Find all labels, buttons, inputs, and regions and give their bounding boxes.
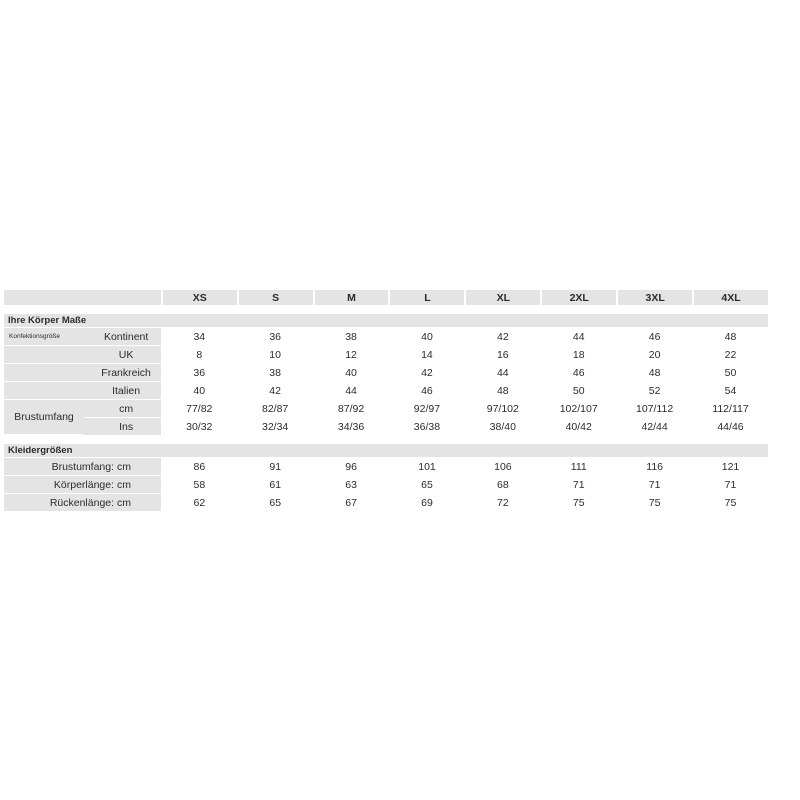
row-label: Körperlänge: cm [4,476,161,493]
table-row [4,327,768,345]
section-title-row [4,313,768,327]
table-cell: 36 [237,328,313,345]
table-cell: 61 [237,476,313,493]
table-cell: 121 [692,458,768,475]
section-title-garment-sizes: Kleidergrößen [8,445,73,456]
table-cell: 20 [616,346,692,363]
header-blank-cell [4,290,83,305]
table-cell: 92/97 [388,400,464,417]
size-header-3xl: 3XL [616,290,692,305]
table-cell: 63 [313,476,389,493]
table-cell: 38 [313,328,389,345]
table-cell: 71 [692,476,768,493]
confection-size-label: Konfektionsgröße [4,328,83,345]
table-cell: 72 [464,494,540,511]
section-title-body-measures: Ihre Körper Maße [8,315,87,326]
header-blank-cell [83,290,160,305]
table-cell: 102/107 [540,400,616,417]
table-cell: 44 [313,382,389,399]
table-cell: 65 [389,476,465,493]
table-cell: 44 [540,328,616,345]
table-cell: 75 [692,494,768,511]
table-cell: 42 [237,382,313,399]
row-label: Ins [83,418,160,435]
table-cell: 54 [692,382,768,399]
row-label: Italien [83,382,160,399]
table-cell: 38/40 [464,418,540,435]
table-row [4,493,768,511]
table-cell: 30/32 [161,418,237,435]
size-header-l: L [388,290,464,305]
table-cell: 40/42 [540,418,616,435]
table-row [4,363,768,381]
table-cell: 40 [389,328,465,345]
table-cell: 42 [464,328,540,345]
table-cell: 77/82 [161,400,237,417]
row-label: cm [83,400,160,417]
size-header-xs: XS [161,290,237,305]
table-cell: 111 [540,458,616,475]
table-cell: 40 [161,382,237,399]
row-label: UK [83,346,160,363]
table-cell: 107/112 [616,400,692,417]
table-cell: 42 [388,364,464,381]
table-cell: 82/87 [237,400,313,417]
table-cell: 18 [540,346,616,363]
table-row [4,475,768,493]
table-cell: 8 [161,346,237,363]
table-cell: 75 [540,494,616,511]
table-cell: 46 [616,328,692,345]
blank-cell [4,382,83,399]
table-cell: 32/34 [237,418,313,435]
table-cell: 71 [540,476,616,493]
table-cell: 71 [616,476,692,493]
table-cell: 46 [540,364,616,381]
row-label: Brustumfang: cm [4,458,161,475]
table-row [4,345,768,363]
table-cell: 46 [388,382,464,399]
size-header-row [4,290,768,305]
chest-group [4,399,768,435]
table-cell: 34/36 [313,418,389,435]
size-header-xl: XL [464,290,540,305]
table-cell: 38 [237,364,313,381]
table-cell: 86 [161,458,237,475]
table-cell: 36/38 [388,418,464,435]
table-cell: 116 [616,458,692,475]
section-title-row [4,443,768,457]
table-cell: 42/44 [616,418,692,435]
table-cell: 101 [389,458,465,475]
table-row [4,417,768,435]
table-row [4,399,768,417]
row-label: Rückenlänge: cm [4,494,161,511]
table-cell: 12 [313,346,389,363]
table-cell: 22 [692,346,768,363]
size-header-m: M [313,290,389,305]
row-label: Kontinent [83,328,160,345]
table-cell: 50 [540,382,616,399]
table-cell: 48 [616,364,692,381]
table-cell: 52 [616,382,692,399]
table-cell: 106 [464,458,540,475]
table-cell: 65 [237,494,313,511]
table-cell: 16 [464,346,540,363]
size-header-s: S [237,290,313,305]
table-cell: 67 [313,494,389,511]
table-cell: 10 [237,346,313,363]
size-header-4xl: 4XL [692,290,768,305]
table-cell: 48 [464,382,540,399]
table-cell: 97/102 [464,400,540,417]
size-chart-table [4,290,768,511]
table-cell: 69 [389,494,465,511]
table-row [4,457,768,475]
table-cell: 58 [161,476,237,493]
table-row [4,381,768,399]
blank-cell [4,346,83,363]
table-cell: 75 [616,494,692,511]
chest-circumference-label: Brustumfang [4,400,84,434]
size-header-2xl: 2XL [540,290,616,305]
table-cell: 87/92 [313,400,389,417]
table-cell: 44/46 [692,418,768,435]
table-cell: 50 [692,364,768,381]
table-cell: 62 [161,494,237,511]
table-cell: 36 [161,364,237,381]
blank-cell [4,364,83,381]
table-cell: 40 [313,364,389,381]
row-label: Frankreich [83,364,160,381]
table-cell: 112/117 [692,400,768,417]
table-cell: 48 [692,328,768,345]
table-cell: 96 [313,458,389,475]
table-cell: 34 [161,328,237,345]
table-cell: 44 [464,364,540,381]
table-cell: 68 [464,476,540,493]
table-cell: 14 [388,346,464,363]
table-cell: 91 [237,458,313,475]
